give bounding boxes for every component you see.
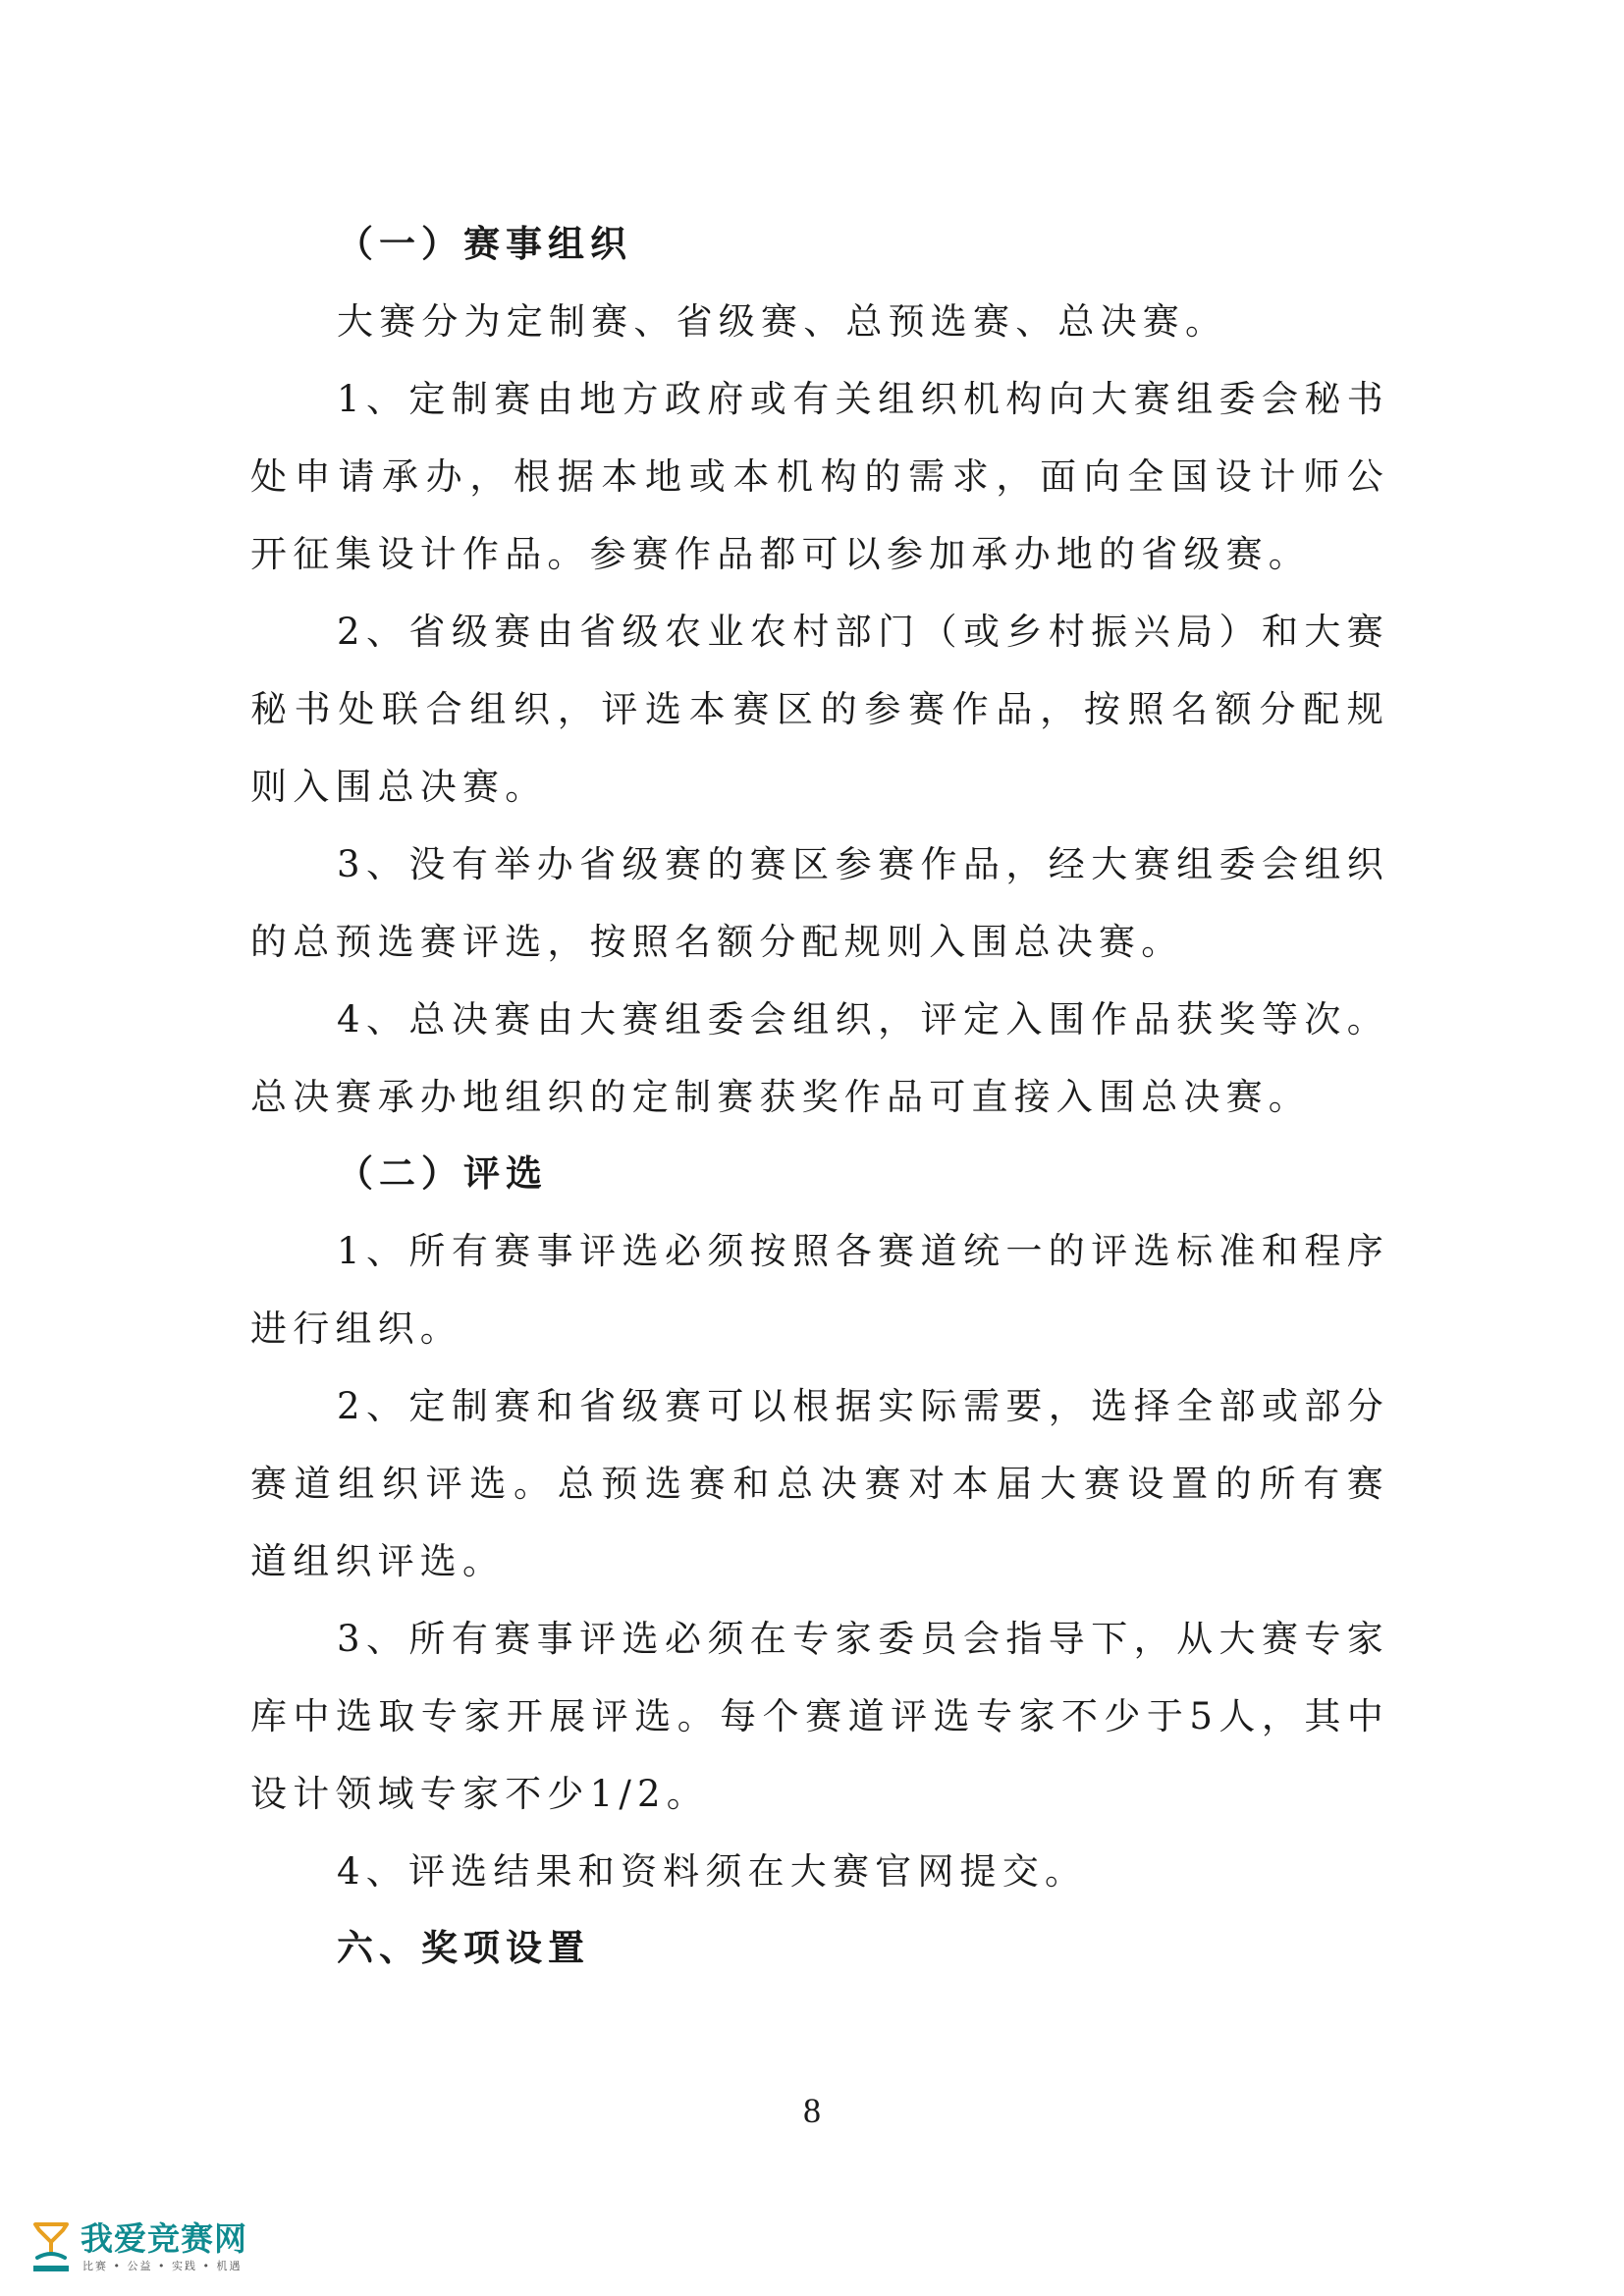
- watermark-text: [81, 2220, 247, 2273]
- paragraph: 3、所有赛事评选必须在专家委员会指导下，从大赛专家库中选取专家开展评选。每个赛道评选专家不少于5人，其中设计领域专家不少1/2。: [250, 1618, 1389, 1815]
- paragraph: 2、定制赛和省级赛可以根据实际需要，选择全部或部分赛道组织评选。总预选赛和总决赛对本届大赛设置的所有赛道组织评选。: [250, 1385, 1389, 1582]
- paragraph: 3、没有举办省级赛的赛区参赛作品，经大赛组委会组织的总预选赛评选，按照名额分配规则入围总决赛。: [250, 843, 1389, 963]
- section-heading-selection: （二）评选: [337, 1152, 548, 1195]
- chapter-heading-awards: 六、奖项设置: [337, 1927, 590, 1969]
- watermark-site-name: 我爱竞赛网: [81, 2219, 247, 2258]
- paragraph: 大赛分为定制赛、省级赛、总预选赛、总决赛。: [337, 300, 1228, 343]
- document-body: [250, 206, 1389, 1987]
- watermark: [29, 2220, 247, 2275]
- paragraph: 1、所有赛事评选必须按照各赛道统一的评选标准和程序进行组织。: [250, 1230, 1389, 1350]
- paragraph: 4、总决赛由大赛组委会组织，评定入围作品获奖等次。总决赛承办地组织的定制赛获奖作品可直接入围总决赛。: [250, 998, 1389, 1118]
- paragraph: 4、评选结果和资料须在大赛官网提交。: [337, 1850, 1088, 1893]
- section-heading-organization: （一）赛事组织: [337, 223, 632, 265]
- paragraph: 1、定制赛由地方政府或有关组织机构向大赛组委会秘书处申请承办，根据本地或本机构的需求，面向全国设计师公开征集设计作品。参赛作品都可以参加承办地的省级赛。: [250, 378, 1389, 575]
- watermark-tagline: 比赛 • 公益 • 实践 • 机遇: [82, 2260, 243, 2272]
- paragraph: 2、省级赛由省级农业农村部门（或乡村振兴局）和大赛秘书处联合组织，评选本赛区的参赛作品，按照名额分配规则入围总决赛。: [250, 611, 1389, 808]
- page-number: 8: [803, 2091, 821, 2130]
- trophy-logo-icon: [29, 2220, 73, 2275]
